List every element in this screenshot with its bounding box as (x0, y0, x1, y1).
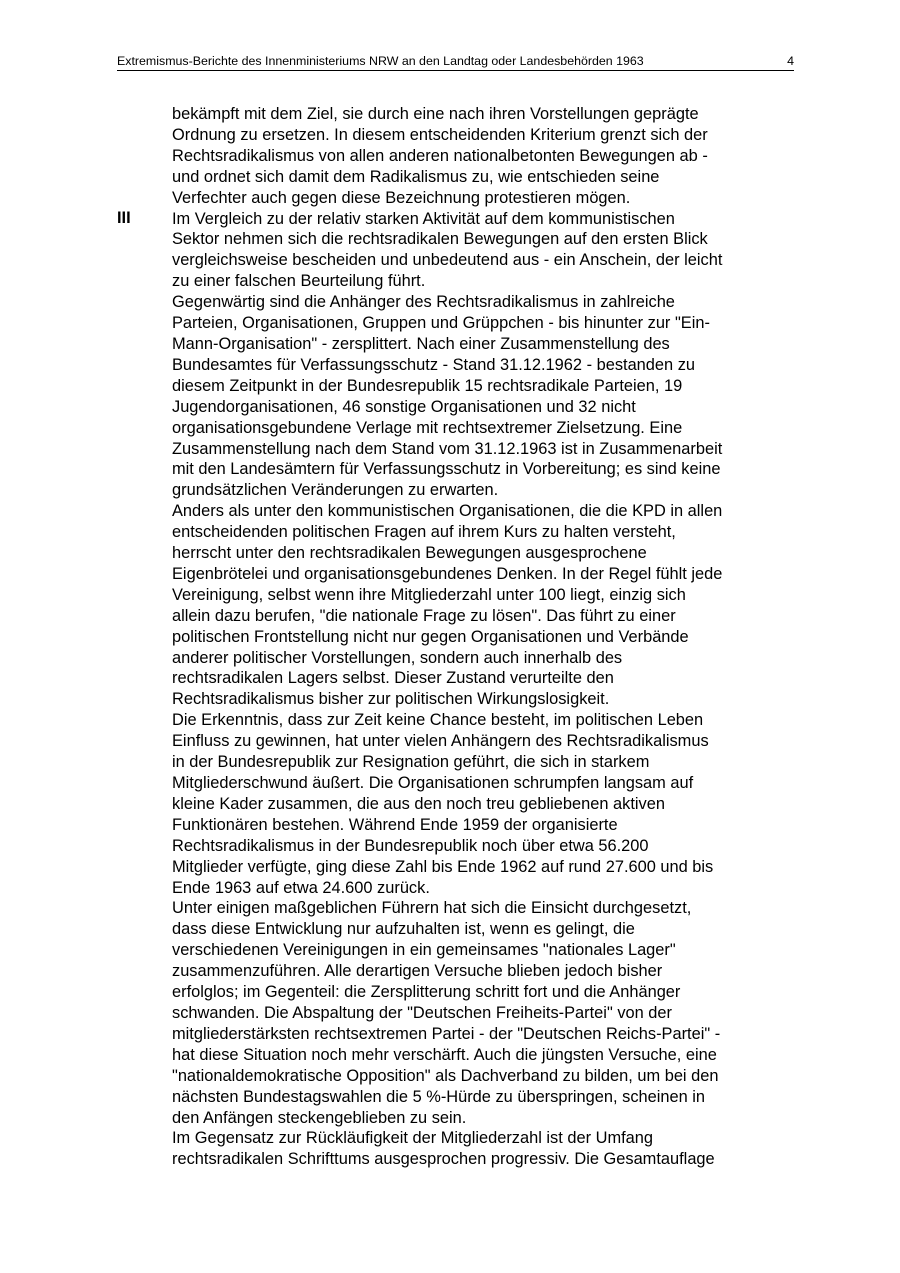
text-line: Mann-Organisation" - zersplittert. Nach einer Zusammenstellung des (172, 334, 670, 353)
text-line: mitgliederstärksten rechtsextremen Partei - der "Deutschen Reichs-Partei" - (172, 1024, 721, 1043)
text-line: kleine Kader zusammen, die aus den noch treu gebliebenen aktiven (172, 794, 665, 813)
text-line: Mitgliederschwund äußert. Die Organisationen schrumpfen langsam auf (172, 774, 694, 792)
text-line: Unter einigen maßgeblichen Führern hat sich die Einsicht durchgesetzt, (172, 899, 692, 918)
text-line: Ordnung zu ersetzen. In diesem entscheidenden Kriterium grenzt sich der (172, 125, 708, 144)
text-line: Bundesamtes für Verfassungsschutz - Stand 31.12.1962 - bestanden zu (172, 355, 696, 374)
text-line: Rechtsradikalismus von allen anderen nationalbetonten Bewegungen ab - (172, 146, 708, 165)
text-line: Eigenbrötelei und organisationsgebundenes Denken. In der Regel fühlt jede (172, 564, 723, 583)
text-line: zusammenzuführen. Alle derartigen Versuche blieben jedoch bisher (172, 962, 663, 981)
text-line: entscheidenden politischen Fragen auf ihrem Kurs zu halten versteht, (172, 523, 676, 542)
text-line: Ende 1963 auf etwa 24.600 zurück. (172, 878, 430, 897)
text-line: Mitglieder verfügte, ging diese Zahl bis Ende 1962 auf rund 27.600 und bis (172, 857, 714, 876)
text-line: herrscht unter den rechtsradikalen Bewegungen ausgesprochene (172, 544, 647, 563)
text-line: zu einer falschen Beurteilung führt. (172, 272, 426, 291)
text-line: Zusammenstellung nach dem Stand vom 31.12.1963 ist in Zusammenarbeit (172, 439, 723, 458)
header-title: Extremismus-Berichte des Innenministeriums NRW an den Landtag oder Landesbehörden 1963 (117, 54, 644, 68)
text-line: Anders als unter den kommunistischen Organisationen, die die KPD in allen (172, 502, 723, 521)
text-line: Verfechter auch gegen diese Bezeichnung protestieren mögen. (172, 188, 631, 207)
text-line: nächsten Bundestagswahlen die 5 %-Hürde zu überspringen, scheinen in (172, 1087, 706, 1106)
text-line: politischen Frontstellung nicht nur gegen Organisationen und Verbände (172, 627, 689, 646)
text-line: anderer politischer Vorstellungen, sondern auch innerhalb des (172, 648, 623, 667)
text-line: Rechtsradikalismus in der Bundesrepublik noch über etwa 56.200 (172, 836, 649, 855)
text-line: dass diese Entwicklung nur aufzuhalten ist, wenn es gelingt, die (172, 920, 635, 939)
text-line: Funktionären bestehen. Während Ende 1959 der organisierte (172, 815, 618, 834)
text-line: rechtsradikalen Lagers selbst. Dieser Zustand verurteilte den (172, 669, 614, 688)
text-line: hat diese Situation noch mehr verschärft. Auch die jüngsten Versuche, eine (172, 1045, 717, 1064)
text-line: erfolglos; im Gegenteil: die Zersplitterung schritt fort und die Anhänger (172, 983, 681, 1002)
text-line: vergleichsweise bescheiden und unbedeutend aus - ein Anschein, der leicht (172, 251, 723, 270)
text-line: Sektor nehmen sich die rechtsradikalen Bewegungen auf den ersten Blick (172, 230, 708, 249)
text-line: rechtsradikalen Schrifttums ausgesprochen progressiv. Die Gesamtauflage (172, 1150, 715, 1169)
text-line: "nationaldemokratische Opposition" als Dachverband zu bilden, um bei den (172, 1066, 719, 1085)
text-line: Einfluss zu gewinnen, hat unter vielen Anhängern des Rechtsradikalismus (172, 732, 709, 751)
text-line: in der Bundesrepublik zur Resignation geführt, die sich in starkem (172, 753, 650, 772)
text-line: diesem Zeitpunkt in der Bundesrepublik 15 rechtsradikale Parteien, 19 (172, 376, 683, 395)
text-line: Vereinigung, selbst wenn ihre Mitgliederzahl unter 100 liegt, einzig sich (172, 585, 686, 604)
text-line: Rechtsradikalismus bisher zur politischen Wirkungslosigkeit. (172, 690, 610, 709)
page-header (117, 52, 794, 71)
text-line: und ordnet sich damit dem Radikalismus zu, wie entschieden seine (172, 167, 660, 186)
text-line: bekämpft mit dem Ziel, sie durch eine nach ihren Vorstellungen geprägte (172, 105, 699, 123)
text-line: Jugendorganisationen, 46 sonstige Organisationen und 32 nicht (172, 397, 636, 416)
text-line: Im Vergleich zu der relativ starken Aktivität auf dem kommunistischen (172, 209, 675, 228)
text-line: mit den Landesämtern für Verfassungsschutz in Vorbereitung; es sind keine (172, 460, 721, 479)
text-line: schwanden. Die Abspaltung der "Deutschen Freiheits-Partei" von der (172, 1003, 672, 1022)
body-text (172, 104, 812, 1170)
text-line: Parteien, Organisationen, Gruppen und Grüppchen - bis hinunter zur "Ein- (172, 314, 710, 333)
text-line: allein dazu berufen, "die nationale Frage zu lösen". Das führt zu einer (172, 606, 676, 625)
text-line: grundsätzlichen Veränderungen zu erwarten. (172, 481, 499, 500)
section-marker: III (117, 209, 131, 227)
page-number: 4 (787, 54, 794, 68)
text-line: verschiedenen Vereinigungen in ein gemeinsames "nationales Lager" (172, 941, 676, 960)
text-line: Gegenwärtig sind die Anhänger des Rechtsradikalismus in zahlreiche (172, 293, 675, 312)
text-line: Die Erkenntnis, dass zur Zeit keine Chance besteht, im politischen Leben (172, 711, 704, 730)
text-line: den Anfängen steckengeblieben zu sein. (172, 1108, 467, 1127)
text-line: Im Gegensatz zur Rückläufigkeit der Mitgliederzahl ist der Umfang (172, 1129, 653, 1148)
text-line: organisationsgebundene Verlage mit rechtsextremer Zielsetzung. Eine (172, 418, 683, 437)
